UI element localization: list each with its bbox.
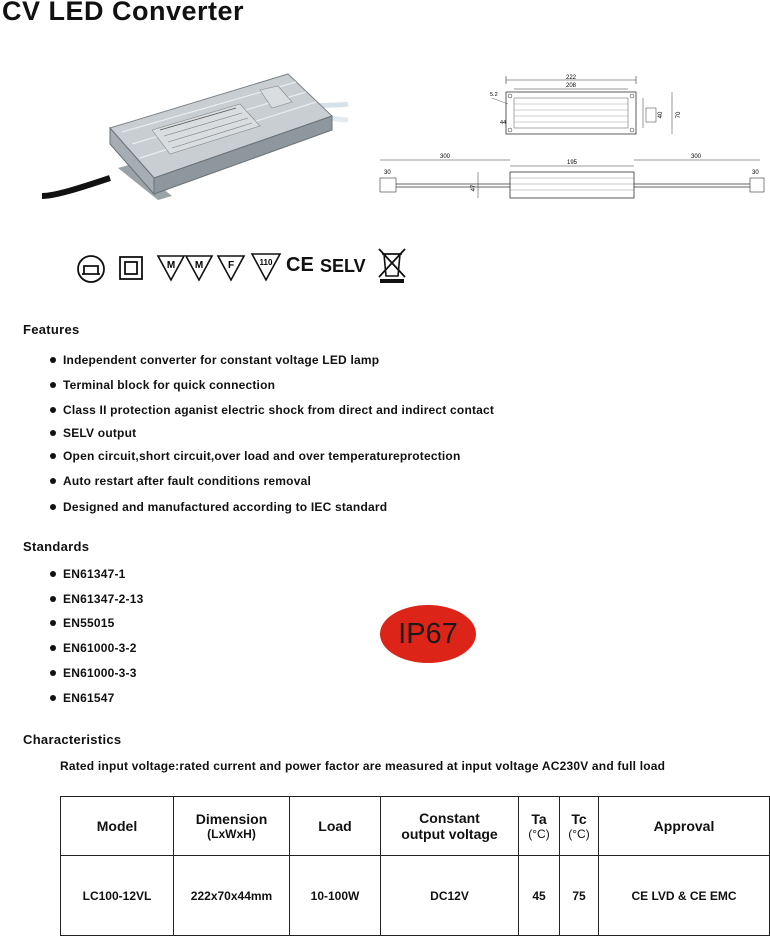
cell-model: LC100-12VL <box>61 856 174 936</box>
selv-mark-icon: SELV <box>320 256 366 276</box>
header-load: Load <box>290 797 381 856</box>
dimension-drawing-top <box>478 72 688 144</box>
list-item: SELV output <box>50 426 136 440</box>
table-header-row <box>61 797 770 856</box>
certification-icons <box>76 246 416 286</box>
dim-70: 70 <box>676 111 682 119</box>
characteristics-table <box>60 796 770 936</box>
svg-text:F: F <box>227 260 235 271</box>
weee-bin-icon <box>376 246 408 284</box>
list-item: EN61347-1 <box>50 567 126 581</box>
list-item: Independent converter for constant voltage LED lamp <box>50 353 379 367</box>
characteristics-note: Rated input voltage:rated current and power factor are measured at input voltage AC230V and full load <box>60 759 666 773</box>
product-photo <box>40 68 350 218</box>
dim-300-left: 300 <box>439 154 451 160</box>
ip67-badge: IP67 <box>380 605 476 663</box>
header-ta: Ta (°C) <box>519 797 560 856</box>
f-mark-icon <box>216 254 246 282</box>
dim-5-2: 5.2 <box>490 92 498 98</box>
cell-approval: CE LVD & CE EMC <box>599 856 770 936</box>
list-item: Open circuit,short circuit,over load and over temperatureprotection <box>50 449 460 463</box>
list-item: EN61000-3-3 <box>50 666 137 680</box>
header-approval: Approval <box>599 797 770 856</box>
cell-load: 10-100W <box>290 856 381 936</box>
temp-110-mark-icon <box>250 252 282 282</box>
header-tc: Tc (°C) <box>560 797 599 856</box>
standards-heading: Standards <box>23 539 90 554</box>
dim-208: 208 <box>565 83 577 89</box>
list-item: Designed and manufactured according to IEC standard <box>50 500 387 514</box>
class-ii-double-square-icon <box>118 255 144 281</box>
class-ii-thermal-icon <box>76 254 106 284</box>
dim-300-right: 300 <box>690 154 702 160</box>
header-model: Model <box>61 797 174 856</box>
cell-voltage: DC12V <box>381 856 519 936</box>
dimension-drawing-side <box>378 152 768 210</box>
dim-40: 40 <box>658 111 664 119</box>
ce-mark-icon: CE <box>286 254 314 276</box>
cell-tc: 75 <box>560 856 599 936</box>
dim-222: 222 <box>565 75 577 81</box>
header-dimension: Dimension (LxWxH) <box>174 797 290 856</box>
svg-text:M: M <box>166 260 176 271</box>
table-row <box>61 856 770 936</box>
list-item: EN61000-3-2 <box>50 641 137 655</box>
list-item: Terminal block for quick connection <box>50 378 275 392</box>
cell-ta: 45 <box>519 856 560 936</box>
cell-dimension: 222x70x44mm <box>174 856 290 936</box>
dim-195: 195 <box>566 160 578 166</box>
svg-text:M: M <box>194 260 204 271</box>
characteristics-heading: Characteristics <box>23 732 122 747</box>
list-item: Auto restart after fault conditions removal <box>50 474 311 488</box>
list-item: Class II protection aganist electric shock from direct and indirect contact <box>50 403 494 417</box>
list-item: EN61347-2-13 <box>50 592 143 606</box>
dim-30-left: 30 <box>384 170 391 176</box>
list-item: EN61547 <box>50 691 114 705</box>
header-constant-output-voltage: Constant output voltage <box>381 797 519 856</box>
list-item: EN55015 <box>50 616 114 630</box>
svg-text:110: 110 <box>259 258 273 267</box>
features-heading: Features <box>23 322 80 337</box>
dim-44: 44 <box>500 120 507 126</box>
dim-30-right: 30 <box>752 170 759 176</box>
page-title: CV LED Converter <box>2 0 245 26</box>
mm-mark-icon <box>156 254 214 282</box>
dim-47: 47 <box>471 184 477 192</box>
